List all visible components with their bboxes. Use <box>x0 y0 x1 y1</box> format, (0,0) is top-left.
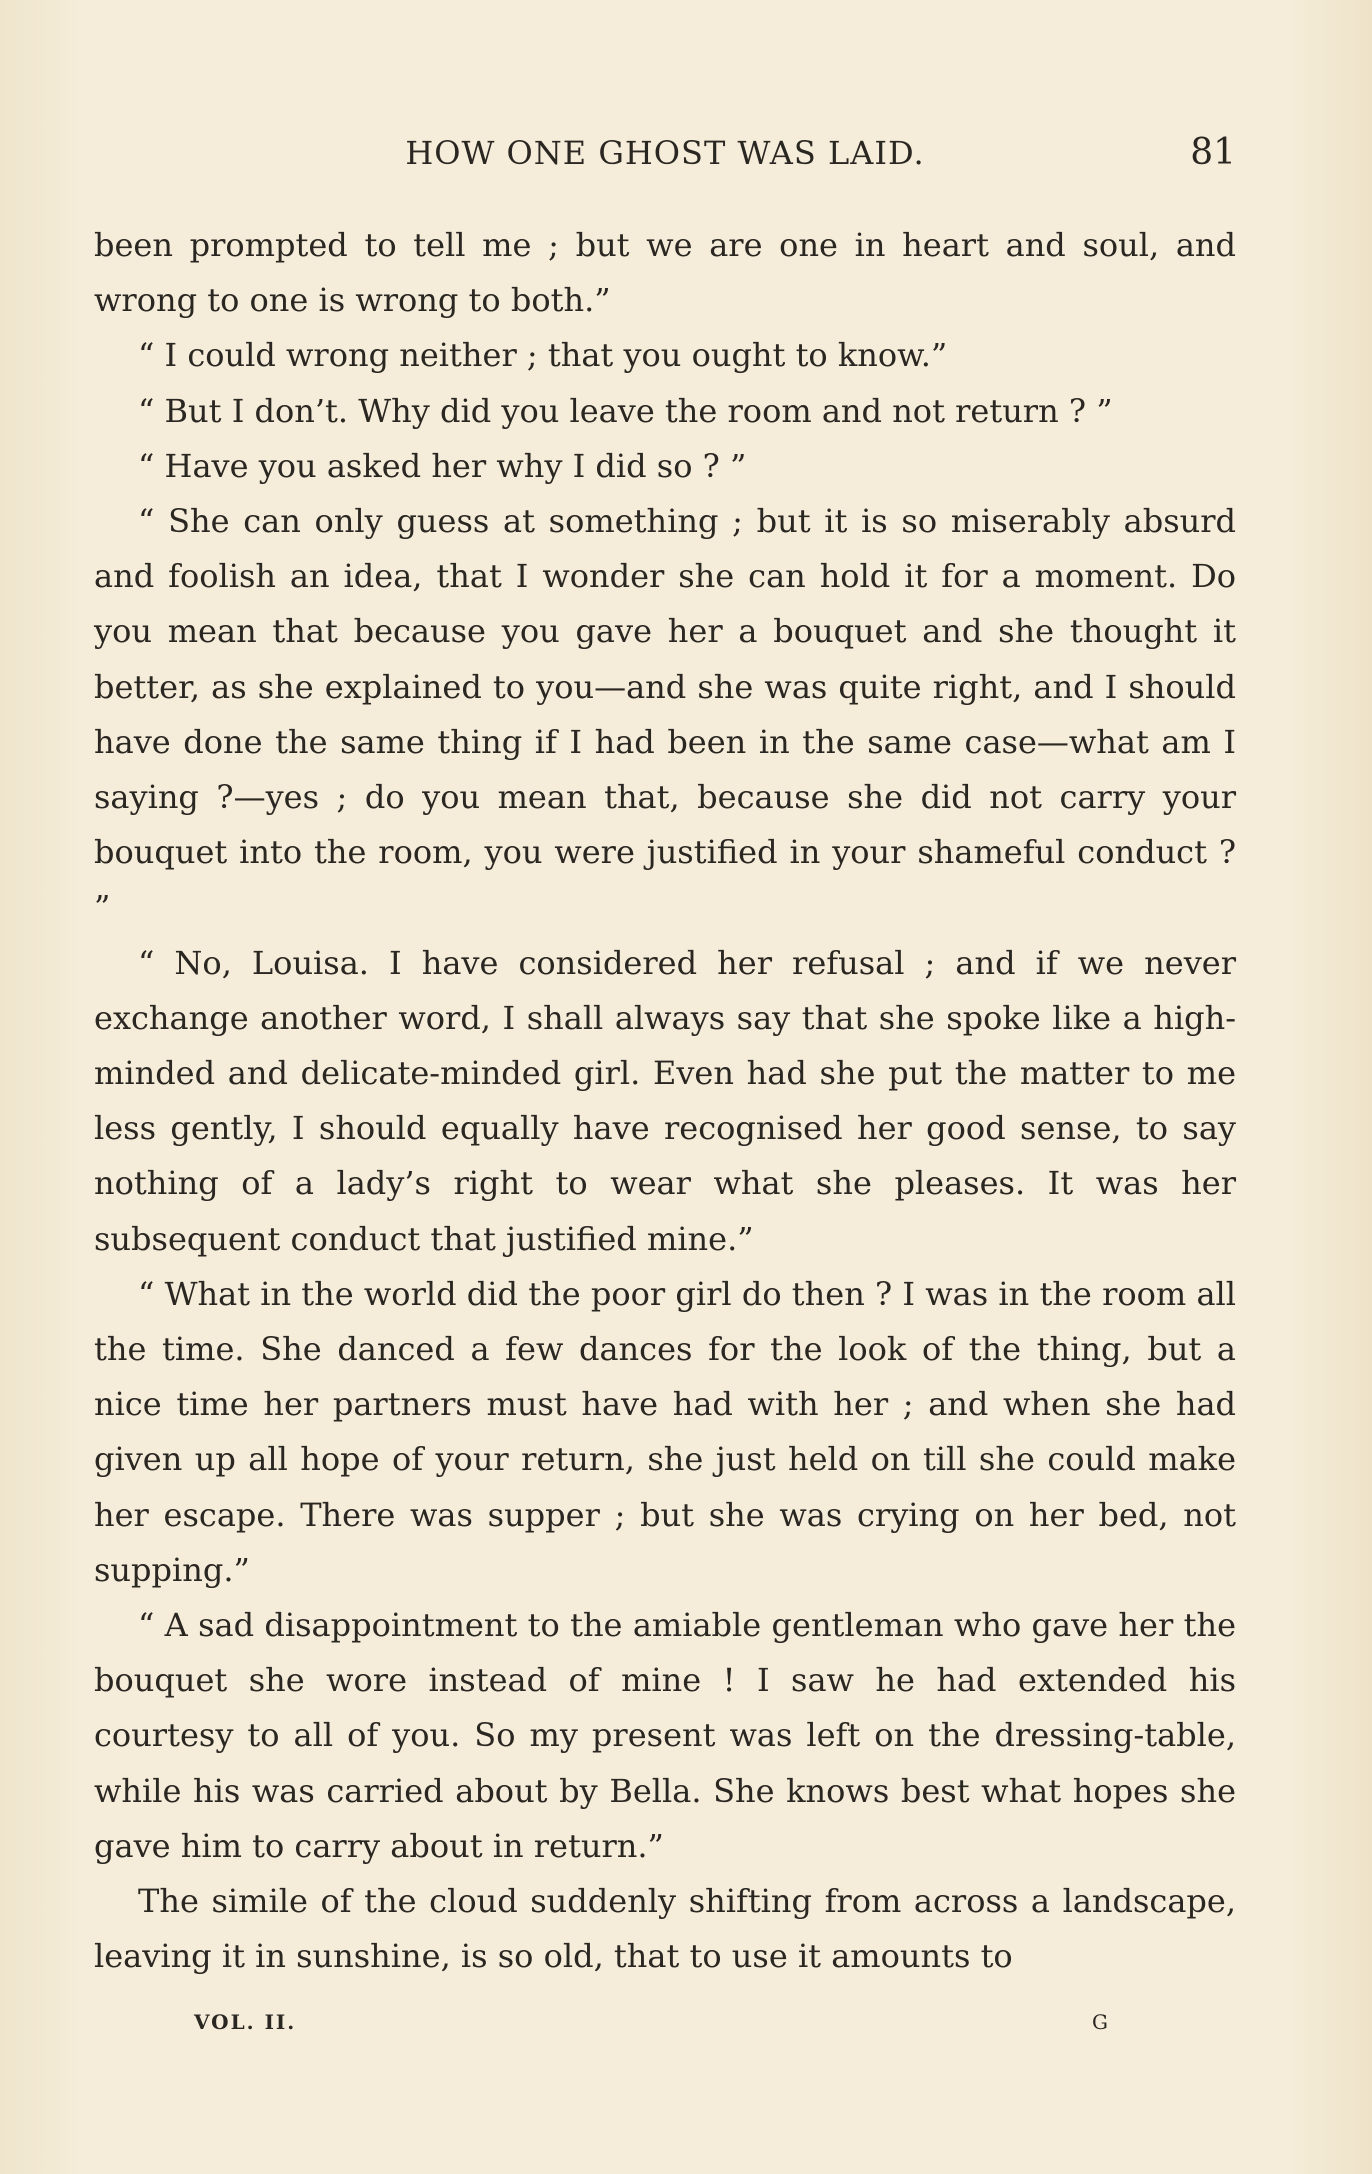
page-number: 81 <box>1190 132 1236 173</box>
running-head <box>94 128 1236 178</box>
signature-mark: G <box>1092 2010 1108 2034</box>
paragraph: been prompted to tell me ; but we are one in heart and soul, and wrong to one is wrong to both.” <box>94 226 1236 320</box>
page-footer <box>94 2002 1236 2042</box>
body-text <box>94 218 1236 1985</box>
paragraph: “ No, Louisa. I have considered her refusal ; and if we never exchange another word, I shall always say that she spoke like a high-minded and delicate-minded girl. Even had she put the matter to me less gently, I should equally have recognised her good sense, to say nothing of a lady’s right to wear what she pleases. It was her subsequent conduct that justified mine.” <box>94 943 1236 1258</box>
paragraph: “ What in the world did the poor girl do then ? I was in the room all the time. She danced a few dances for the look of the thing, but a nice time her partners must have had with her ; and when she had given up all hope of your return, she just held on till she could make her escape. There was supper ; but she was crying on her bed, not supping.” <box>94 1274 1236 1589</box>
paragraph: “ But I don’t. Why did you leave the room and not return ? ” <box>138 391 1113 430</box>
paragraph: “ She can only guess at something ; but it is so miserably absurd and foolish an idea, that I wonder she can hold it for a moment. Do you mean that because you gave her a bouquet and she thought it better, as she explained to you—and she was quite right, and I should have done the same thing if I had been in the same case—what am I saying ?—yes ; do you mean that, because she did not carry your bouquet into the room, you were justified in your shameful conduct ? ” <box>94 502 1236 927</box>
paragraph: “ Have you asked her why I did so ? ” <box>138 446 747 485</box>
paragraph: “ A sad disappointment to the amiable gentleman who gave her the bouquet she wore instead of mine ! I saw he had extended his courtesy to all of you. So my present was left on the dressing-table, while his was carried about by Bella. She knows best what hopes she gave him to carry about in return.” <box>94 1606 1236 1865</box>
paragraph: “ I could wrong neither ; that you ought to know.” <box>138 336 948 375</box>
running-title: HOW ONE GHOST WAS LAID. <box>405 134 925 172</box>
paragraph: The simile of the cloud suddenly shifting from across a landscape, leaving it in sunshine, is so old, that to use it amounts to <box>94 1882 1236 1976</box>
volume-label: VOL. II. <box>194 2010 297 2034</box>
